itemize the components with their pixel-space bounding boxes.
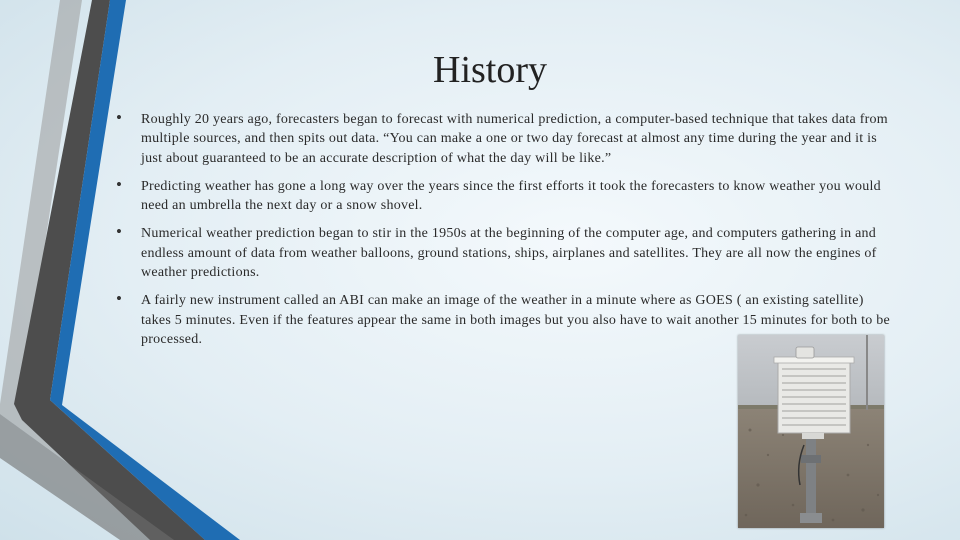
bullet-list bbox=[116, 110, 896, 358]
station-post bbox=[806, 430, 816, 518]
bullet-marker: • bbox=[116, 222, 123, 242]
bullet-text: Numerical weather prediction began to stir in the 1950s at the beginning of the computer age, and computers gathering in and endless amount of data from weather balloons, ground stations, ships, airplanes and satellites. They are all now the engines of weather predictions. bbox=[141, 226, 877, 281]
bullet-marker: • bbox=[116, 108, 123, 127]
bullet-item bbox=[116, 224, 896, 282]
slide-title: History bbox=[433, 49, 547, 91]
antenna-pole bbox=[866, 335, 868, 410]
bullet-item bbox=[116, 174, 896, 216]
bullet-text: Roughly 20 years ago, forecasters began to forecast with numerical prediction, a computer-based technique that takes data from multiple sources, and then spits out data. “You can make a one or two day forecast at almost any time during the year and it is just about guaranteed to be an accurate description of what the day will be like.” bbox=[141, 112, 888, 166]
bullet-text: Predicting weather has gone a long way over the years since the first efforts it took the forecasters to know weather you would need an umbrella the next day or a snow shovel. bbox=[141, 178, 881, 214]
bullet-marker: • bbox=[116, 174, 123, 194]
weather-station-photo bbox=[738, 335, 884, 528]
bullet-text: A fairly new instrument called an ABI can make an image of the weather in a minute where as GOES ( an existing satellite) takes 5 minutes. Even if the features appear the same in both images but you also have to wait another 15 minutes for both to be processed. bbox=[141, 293, 890, 347]
bullet-item bbox=[116, 110, 896, 168]
bullet-marker: • bbox=[116, 289, 123, 309]
